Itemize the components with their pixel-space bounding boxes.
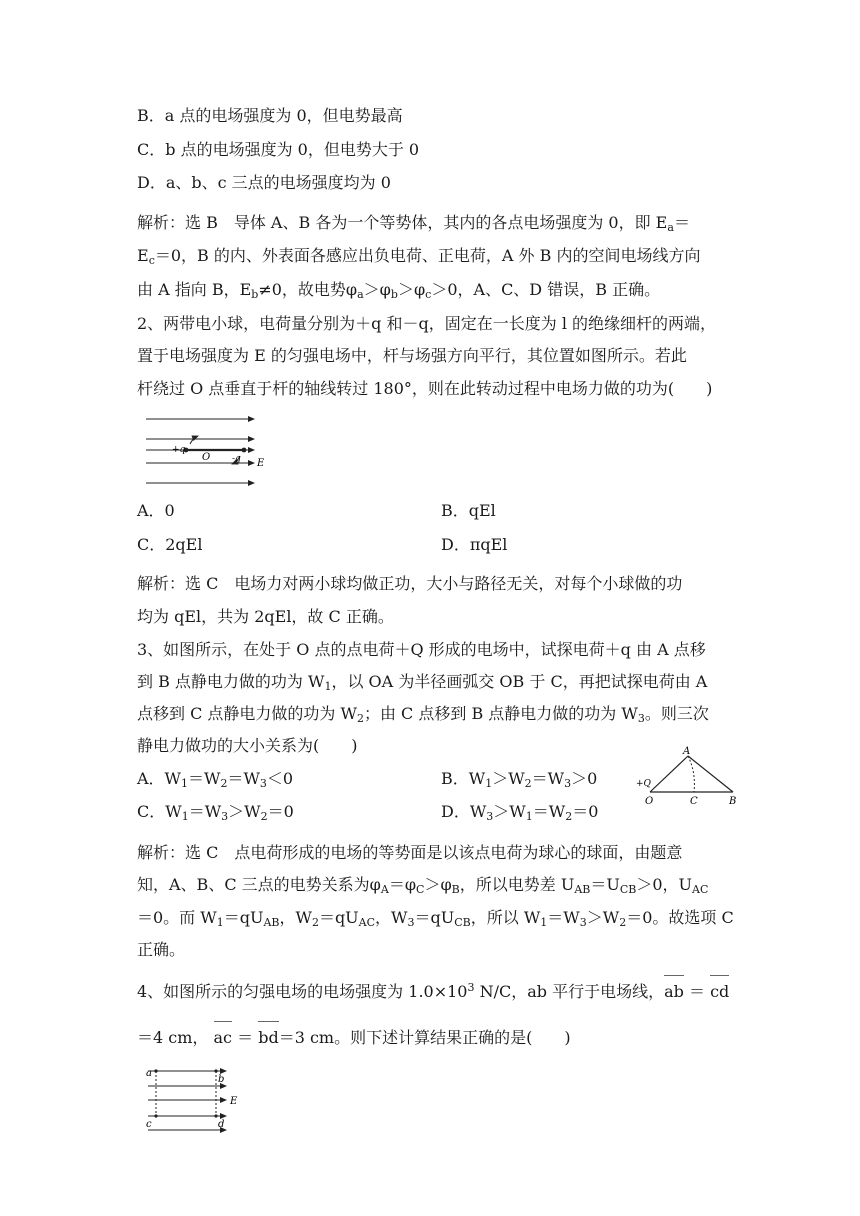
q3-explanation-line-1: 解析：选 C 点电荷形成的电场的等势面是以该点电荷为球心的球面，由题意 xyxy=(137,843,683,862)
q3-option-d: D．$W_3>W_1=W_2=0$ xyxy=(441,802,599,823)
q1-option-d: D．a、b、c 三点的电场强度均为 0 xyxy=(137,173,391,192)
q2-stem-line-1: 2、两带电小球，电荷量分别为＋q 和－q，固定在一长度为 l 的绝缘细杆的两端， xyxy=(137,314,717,333)
q2-option-d: D．πqEl xyxy=(441,535,508,554)
q3-option-c: C．$W_1=W_3>W_2=0$ xyxy=(137,802,294,823)
q4-segment-ac: ac xyxy=(213,1028,232,1047)
q4-stem-line-1: 4、如图所示的匀强电场的电场强度为 $1.0\times 10^3$ N/C，ab 平行于电场线，ab ＝ cd xyxy=(137,981,730,1001)
q1-option-c: C．b 点的电场强度为 0，但电势大于 0 xyxy=(137,140,420,159)
q2-label-minus-q: -q xyxy=(232,454,241,464)
q4-label-a: a xyxy=(146,1068,152,1079)
q2-option-c: C．2qEl xyxy=(137,535,203,554)
q3-label-c: C xyxy=(690,796,698,807)
q3-label-a: A xyxy=(683,746,691,757)
q2-field-figure xyxy=(140,412,270,490)
q2-option-b: B．qEl xyxy=(441,501,496,520)
q3-label-plus-q: +Q xyxy=(636,779,651,789)
q4-stem-line-2: ＝4 cm， ac ＝ bd＝3 cm。则下述计算结果正确的是( ) xyxy=(137,1028,571,1047)
q3-stem-line-3: 点移到 C 点静电力做的功为 $W_2$；由 C 点移到 B 点静电力做的功为 $W_3$。则三次 xyxy=(137,704,709,725)
q1-explanation-line-3: 由 A 指向 B，$E_b\ne 0$，故电势$\varphi_a>\varphi_b>\varphi_c>0$，A、C、D 错误，B 正确。 xyxy=(137,280,661,301)
q4-label-c: c xyxy=(146,1119,152,1130)
q3-stem-line-1: 3、如图所示，在处于 O 点的点电荷＋Q 形成的电场中，试探电荷＋q 由 A 点移 xyxy=(137,640,706,659)
q1-option-b: B．a 点的电场强度为 0，但电势最高 xyxy=(137,106,403,125)
q2-label-o: O xyxy=(202,452,211,463)
q4-label-b: b xyxy=(218,1074,225,1085)
q3-explanation-line-2: 知，A、B、C 三点的电势关系为$\varphi_A=\varphi_C>\varphi_B$，所以电势差 $U_{AB}=U_{CB}>0$，$U_{AC}$ xyxy=(137,875,709,896)
q3-explanation-line-3: ＝0。而 $W_1=qU_{AB}$，$W_2=qU_{AC}$，$W_3=qU_{CB}$，所以 $W_1=W_3>W_2=0$。故选项 C xyxy=(137,908,734,929)
q2-label-e: E xyxy=(257,458,265,469)
q3-triangle-figure xyxy=(632,744,742,808)
q4-segment-ab: ab xyxy=(664,982,684,1001)
q2-option-a: A．0 xyxy=(137,501,175,520)
q4-label-e: E xyxy=(230,1096,238,1107)
q4-label-d: d xyxy=(218,1119,225,1130)
q1-explanation-line-2: $E_c=0$，B 的内、外表面各感应出负电荷、正电荷，A 外 B 内的空间电场线方向 xyxy=(137,246,701,267)
q2-explanation-line-2: 均为 qEl，共为 2qEl，故 C 正确。 xyxy=(137,607,394,626)
q4-segment-bd: bd xyxy=(258,1028,279,1047)
q1-explanation-line-1: 解析：选 B 导体 A、B 各为一个等势体，其内的各点电场强度为 0，即 $E_a=$ xyxy=(137,213,690,234)
q3-option-b: B．$W_1>W_2=W_3>0$ xyxy=(441,769,598,790)
q4-segment-cd: cd xyxy=(710,982,730,1001)
q2-stem-line-3: 杆绕过 O 点垂直于杆的轴线转过 180°，则在此转动过程中电场力做的功为( ) xyxy=(137,379,713,398)
q2-label-plus-q: +q xyxy=(172,445,186,455)
q2-stem-line-2: 置于电场强度为 E 的匀强电场中，杆与场强方向平行，其位置如图所示。若此 xyxy=(137,346,687,365)
q3-label-b: B xyxy=(729,796,737,807)
q3-stem-line-2: 到 B 点静电力做的功为 $W_1$，以 OA 为半径画弧交 OB 于 C，再把试探电荷由 A xyxy=(137,672,708,693)
q3-stem-line-4: 静电力做功的大小关系为( ) xyxy=(137,736,358,755)
q2-explanation-line-1: 解析：选 C 电场力对两小球均做正功，大小与路径无关，对每个小球做的功 xyxy=(137,574,683,593)
q3-label-o: O xyxy=(645,796,654,807)
q3-explanation-line-4: 正确。 xyxy=(137,940,186,959)
q4-field-figure xyxy=(140,1063,250,1141)
q3-option-a: A．$W_1=W_2=W_3<0$ xyxy=(137,769,294,790)
